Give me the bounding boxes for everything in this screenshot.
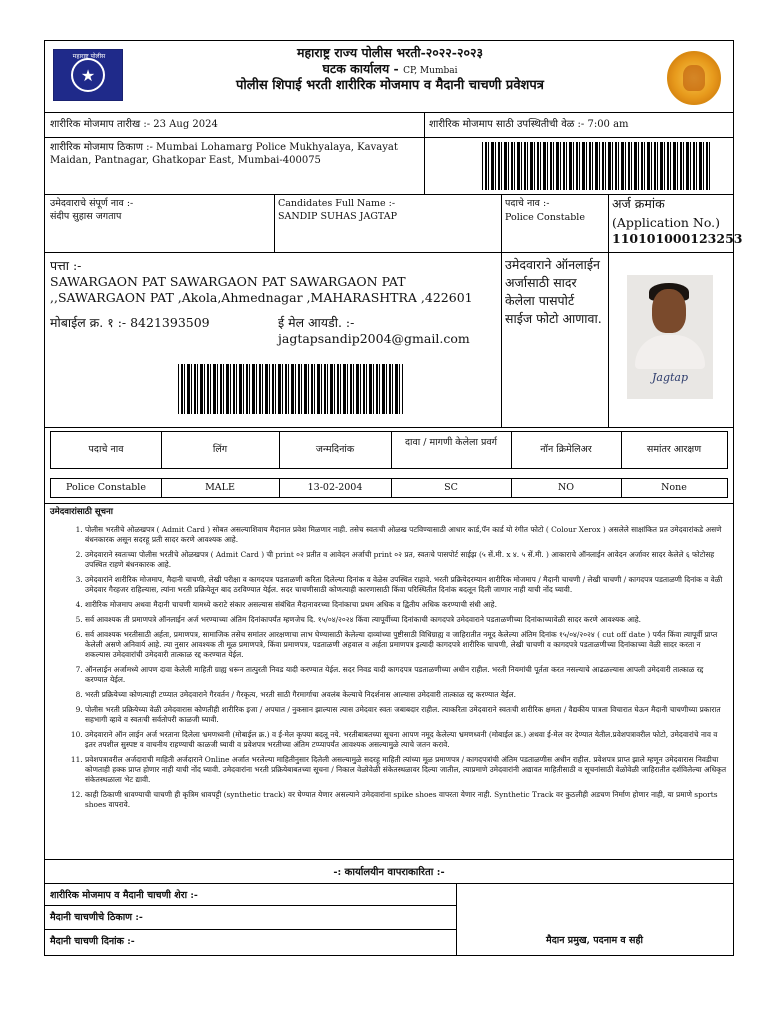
- application-label: अर्ज क्रमांक: [612, 196, 665, 211]
- admit-card: [44, 40, 743, 956]
- address-value: SAWARGAON PAT SAWARGAON PAT SAWARGAON PAT ,,SAWARGAON PAT ,Akola,Ahmednagar ,MAHARASHTRA ,422601: [50, 274, 473, 305]
- cell-post: Police Constable: [66, 482, 146, 493]
- office-remark: शारीरिक मोजमाप व मैदानी चाचणी शेरा :-: [50, 890, 198, 901]
- col-ncl: नॉन क्रिमेलिअर: [540, 444, 592, 455]
- cell-parallel: None: [661, 482, 687, 493]
- ground-head-signature: मैदान प्रमुख, पदनाम व सही: [546, 935, 643, 946]
- email-value: jagtapsandip2004@gmail.com: [278, 331, 470, 346]
- notes-list: [67, 525, 727, 815]
- notes-item: 7. ऑनलाईन अर्जामध्ये आपण दावा केलेली माहिती ग्राह्य धरून तात्पुरती निवड यादी करण्यात येईल. सदर निवड यादी कागदपत्र पडताळणीच्या अधीन राहील. भरती नियमांची पूर्तता करत नसल्याचे आढळल्यास आपली उमेदवारी तात्काळ रद्द करण्यात येईल.: [85, 665, 727, 685]
- maharashtra-govt-seal: [667, 51, 721, 105]
- name-mr: संदीप सुहास जगताप: [50, 211, 122, 222]
- police-star-icon: ★: [71, 58, 105, 92]
- notes-item: 1. पोलीस भरतीचे ओळखपत्र ( Admit Card ) सोबत असल्याशिवाय मैदानात प्रवेश मिळणार नाही. तसेच स्वतःची ओळख पटविण्यासाठी आधार कार्ड,पॅन कार्ड यो रंगीत फोटो ( Colour Xerox ) असलेले साक्षांकित प्रत उमेदवारांकडे असणे बंधनकारक असून सदरहू प्रती सादर करणे आवश्यक आहे.: [85, 525, 727, 545]
- cell-dob: 13-02-2004: [307, 482, 363, 493]
- mobile-number: मोबाईल क्र. १ :- 8421393509: [50, 315, 210, 330]
- header-subtitle: पोलीस शिपाई भरती शारीरिक मोजमाप व मैदानी चाचणी प्रवेशपत्र: [236, 78, 544, 93]
- notes-item: 12. काही ठिकाणी धावण्याची चाचणी ही कृत्रिम धावपट्टी (synthetic track) वर घेण्यात येणार असल्याने उमेदवारांना spike shoes वापरता येणार नाही. Synthetic Track वर कुठलीही अडचण निर्माण होणार नाही, या प्रमाणे sports shoes वापरावे.: [85, 790, 727, 810]
- notes-item: 6. सर्व आवश्यक भरतीसाठी अर्हता, प्रमाणपत्र, सामाजिक तसेच समांतर आरक्षणाचा लाभ घेण्यासाठी केलेल्या दाव्यांच्या पुष्टीसाठी विधिग्राह्य व जाहिरातीत नमूद केलेल्या अंतिम दिनांक १५/०४/२०२४ ( cut off date ) पर्यंत किंवा त्यापूर्वी प्राप्त केलेली असणे अनिवार्य आहे. त्या नुसार आवश्यक ती मूळ प्रमाणपत्रे, किंवा प्रमाणपत्र, पडताळणी अहवाल व अर्हता प्रमाणपत्र इत्यादी कागदपत्रे शारीरिक चाचणी, लेखी चाचणी व कागदपत्रे पडताळणीच्या दिनांकाच्या वेळी सादर करता न शकल्यास उमेदवारांची उमेदवारी तात्काळ रद्द करण्यात येईल.: [85, 630, 727, 660]
- notes-item: 2. उमेदवाराने स्वतःच्या पोलीस भरतीचे ओळखपत्र ( Admit Card ) ची print ०२ प्रतीत व आवेदन अर्जाची print ०२ प्रत, स्वतःचे पासपोर्ट साईझ (५ सें.मी. x ४. ५ सें.मी. ) आकाराचे ऑनलाईन आवेदन अर्जावर सादर केलेले ६ फोटोसह उपस्थित राहणे बंधनकारक आहे.: [85, 550, 727, 570]
- header-office-label: घटक कार्यालय -: [322, 61, 404, 76]
- cell-ncl: NO: [557, 482, 575, 493]
- notes-item: 5. सर्व आवश्यक ती प्रमाणपत्रे ऑनलाईन अर्ज भरण्याच्या अंतिम दिनांकापर्यंत म्हणजेच दि. १५/०४/२०२४ किंवा त्यापूर्वीच्या दिनांकाची कागदपत्रे उमेदवाराने पडताळणीच्या दिनांकाच्यावेळी सादर करणे आवश्यक आहे.: [85, 615, 727, 625]
- office-place: मैदानी चाचणीचे ठिकाण :-: [50, 912, 143, 923]
- maharashtra-police-logo: [53, 49, 123, 101]
- col-category: दावा / मागणी केलेला प्रवर्ग: [404, 437, 498, 448]
- office-use-title: -: कार्यालयीन वापराकारिता :-: [333, 867, 445, 878]
- col-dob: जन्मदिनांक: [315, 444, 355, 455]
- post-label: पदाचे नाव :-: [505, 198, 550, 209]
- col-gender: लिंग: [212, 444, 228, 455]
- photo-note: उमेदवाराने ऑनलाईन अर्जासाठी सादर केलेला पासपोर्ट साईज फोटो आणावा.: [505, 257, 602, 326]
- notes-item: 9. पोलीस भरती प्रक्रियेच्या वेळी उमेदवारास कोणतीही शारीरिक इजा / अपघात / नुकसान झाल्यास त्यास उमेदवार स्वतः जबाबदार राहील. त्याकरिता उमेदवाराने स्वतःची शारीरिक क्षमता / वैद्यकीय पात्रता विचारात घेऊन मैदानी चाचणीच्या प्रकारात सहभागी व्हावे व स्वतःची सर्वतोपरी काळजी घ्यावी.: [85, 705, 727, 725]
- office-date: मैदानी चाचणी दिनांक :-: [50, 936, 135, 947]
- col-post: पदाचे नाव: [88, 444, 124, 455]
- header-office-unit: CP, Mumbai: [403, 66, 458, 76]
- candidate-signature: Jagtap: [651, 371, 689, 384]
- notes-item: 3. उमेदवारांने शारीरिक मोजमाप, मैदानी चाचणी, लेखी परीक्षा व कागदपत्र पडताळणी करिता दिलेल्या दिनांक व वेळेस उपस्थित राहावे. भरती प्रक्रियेदरम्यान शारीरिक मोजमाप / मैदानी चाचणी / लेखी चाचणी / कागदपत्र पडताळणी दिनांक व वेळी उमेदवार गैरहजर राहिल्यास, त्यांना भरती प्रक्रियेतून बाद ठरविण्यात येईल. सदर चाचणीसाठी कोणत्याही कारणासाठी किंवा परिस्थितीत दिनांक बदलून दिली जाणार नाही याची नोंद घ्यावी.: [85, 575, 727, 595]
- details-table-row: [50, 478, 728, 498]
- notes-item: 4. शारीरिक मोजमाप अथवा मैदानी चाचणी यामध्ये कराटे संकार असल्यास संबंधित मैदानावरच्या दिनांकाचा प्रथम अधिक व द्वितीय अधिक करण्याची संधी आहे.: [85, 600, 727, 610]
- address-label: पत्ता :-: [50, 258, 82, 273]
- application-label-en: (Application No.): [612, 215, 721, 230]
- details-table-header: [50, 431, 728, 469]
- exam-time: शारीरिक मोजमाप साठी उपस्थितीची वेळ :- 7:00 am: [429, 119, 629, 130]
- application-number: 110101000123253: [612, 231, 743, 246]
- exam-venue: शारीरिक मोजमाप ठिकाण :- Mumbai Lohamarg Police Mukhyalaya, Kavayat Maidan, Pantnagar, Ghatkopar East, Mumbai-400075: [50, 142, 398, 166]
- cell-category: SC: [444, 482, 458, 493]
- candidate-barcode: [178, 364, 403, 414]
- notes-title: उमेदवारांसाठी सूचना: [50, 507, 113, 517]
- cell-gender: MALE: [205, 482, 235, 493]
- logo-text: महाराष्ट्र पोलीस: [72, 53, 106, 60]
- notes-item: 8. भरती प्रक्रियेच्या कोणत्याही टप्प्यात उमेदवाराने गैरवर्तन / गैरकृत्य, भरती साठी गैरमार्गाचा अवलंब केल्याचे निदर्शनास आल्यास उमेदवारी तात्काळ रद्द करण्यात येईल.: [85, 690, 727, 700]
- notes-item: 11. प्रवेशपत्रावरील अर्जदाराची माहिती अर्जदाराने Online अर्जात भरलेल्या माहितीनुसार दिलेली असल्यामुळे सदरहू माहिती त्यांच्या मूळ प्रमाणपत्र / कागदपत्रांची अंतिम पडताळणीस अधीन राहील. प्रवेशपत्र प्राप्त झाले म्हणून उमेदवारास निवडीचा कोणताही हक्क प्राप्त होणार नाही याची नोंद घ्यावी. उमेदवारांना भरती प्रक्रियेबाबतच्या सूचना / निकाल वेळोवेळी संकेतस्थळावर दिल्या जातील, त्याप्रमाणे उमेदवारांनी अद्यावत माहितीसाठी व सूचनांसाठी वेळोवेळी जाहिरातीत दर्शविलेल्या अधिकृत संकेतस्थळाला भेट द्यावी.: [85, 755, 727, 785]
- col-parallel: समांतर आरक्षण: [646, 444, 702, 455]
- post-value: Police Constable: [505, 212, 585, 223]
- email-label: ई मेल आयडी. :-: [278, 315, 355, 330]
- notes-item: 10. उमेदवाराने ऑन लाईन अर्ज भरताना दिलेला भ्रमणध्वनी (मोबाईल क्र.) व ई-मेल कृपया बदलू नये. भरतीबाबतच्या सूचना आपण नमूद केलेल्या भ्रमणध्वनी (मोबाईल क्र.) अथवा ई-मेल वर देण्यात येतील.प्रवेशपत्रावरील फोटो, उमेदवारांचे नाव व इतर तपशील सुस्पष्ट व वाचनीय राहण्याची काळजी घ्यावी व प्रवेशपत्र भरतीच्या अंतिम टप्प्यापर्यंत आवश्यक असल्यामुळे त्याचे जतन करावे.: [85, 730, 727, 750]
- venue-barcode: [482, 142, 710, 190]
- name-mr-label: उमेदवाराचे संपूर्ण नाव :-: [50, 198, 134, 209]
- name-en-label: Candidates Full Name :-: [278, 198, 396, 209]
- exam-date: शारीरिक मोजमाप तारीख :- 23 Aug 2024: [50, 119, 218, 130]
- header-title: महाराष्ट्र राज्य पोलीस भरती-२०२२-२०२३: [297, 45, 483, 60]
- candidate-photo: [627, 275, 713, 399]
- name-en: SANDIP SUHAS JAGTAP: [278, 211, 397, 222]
